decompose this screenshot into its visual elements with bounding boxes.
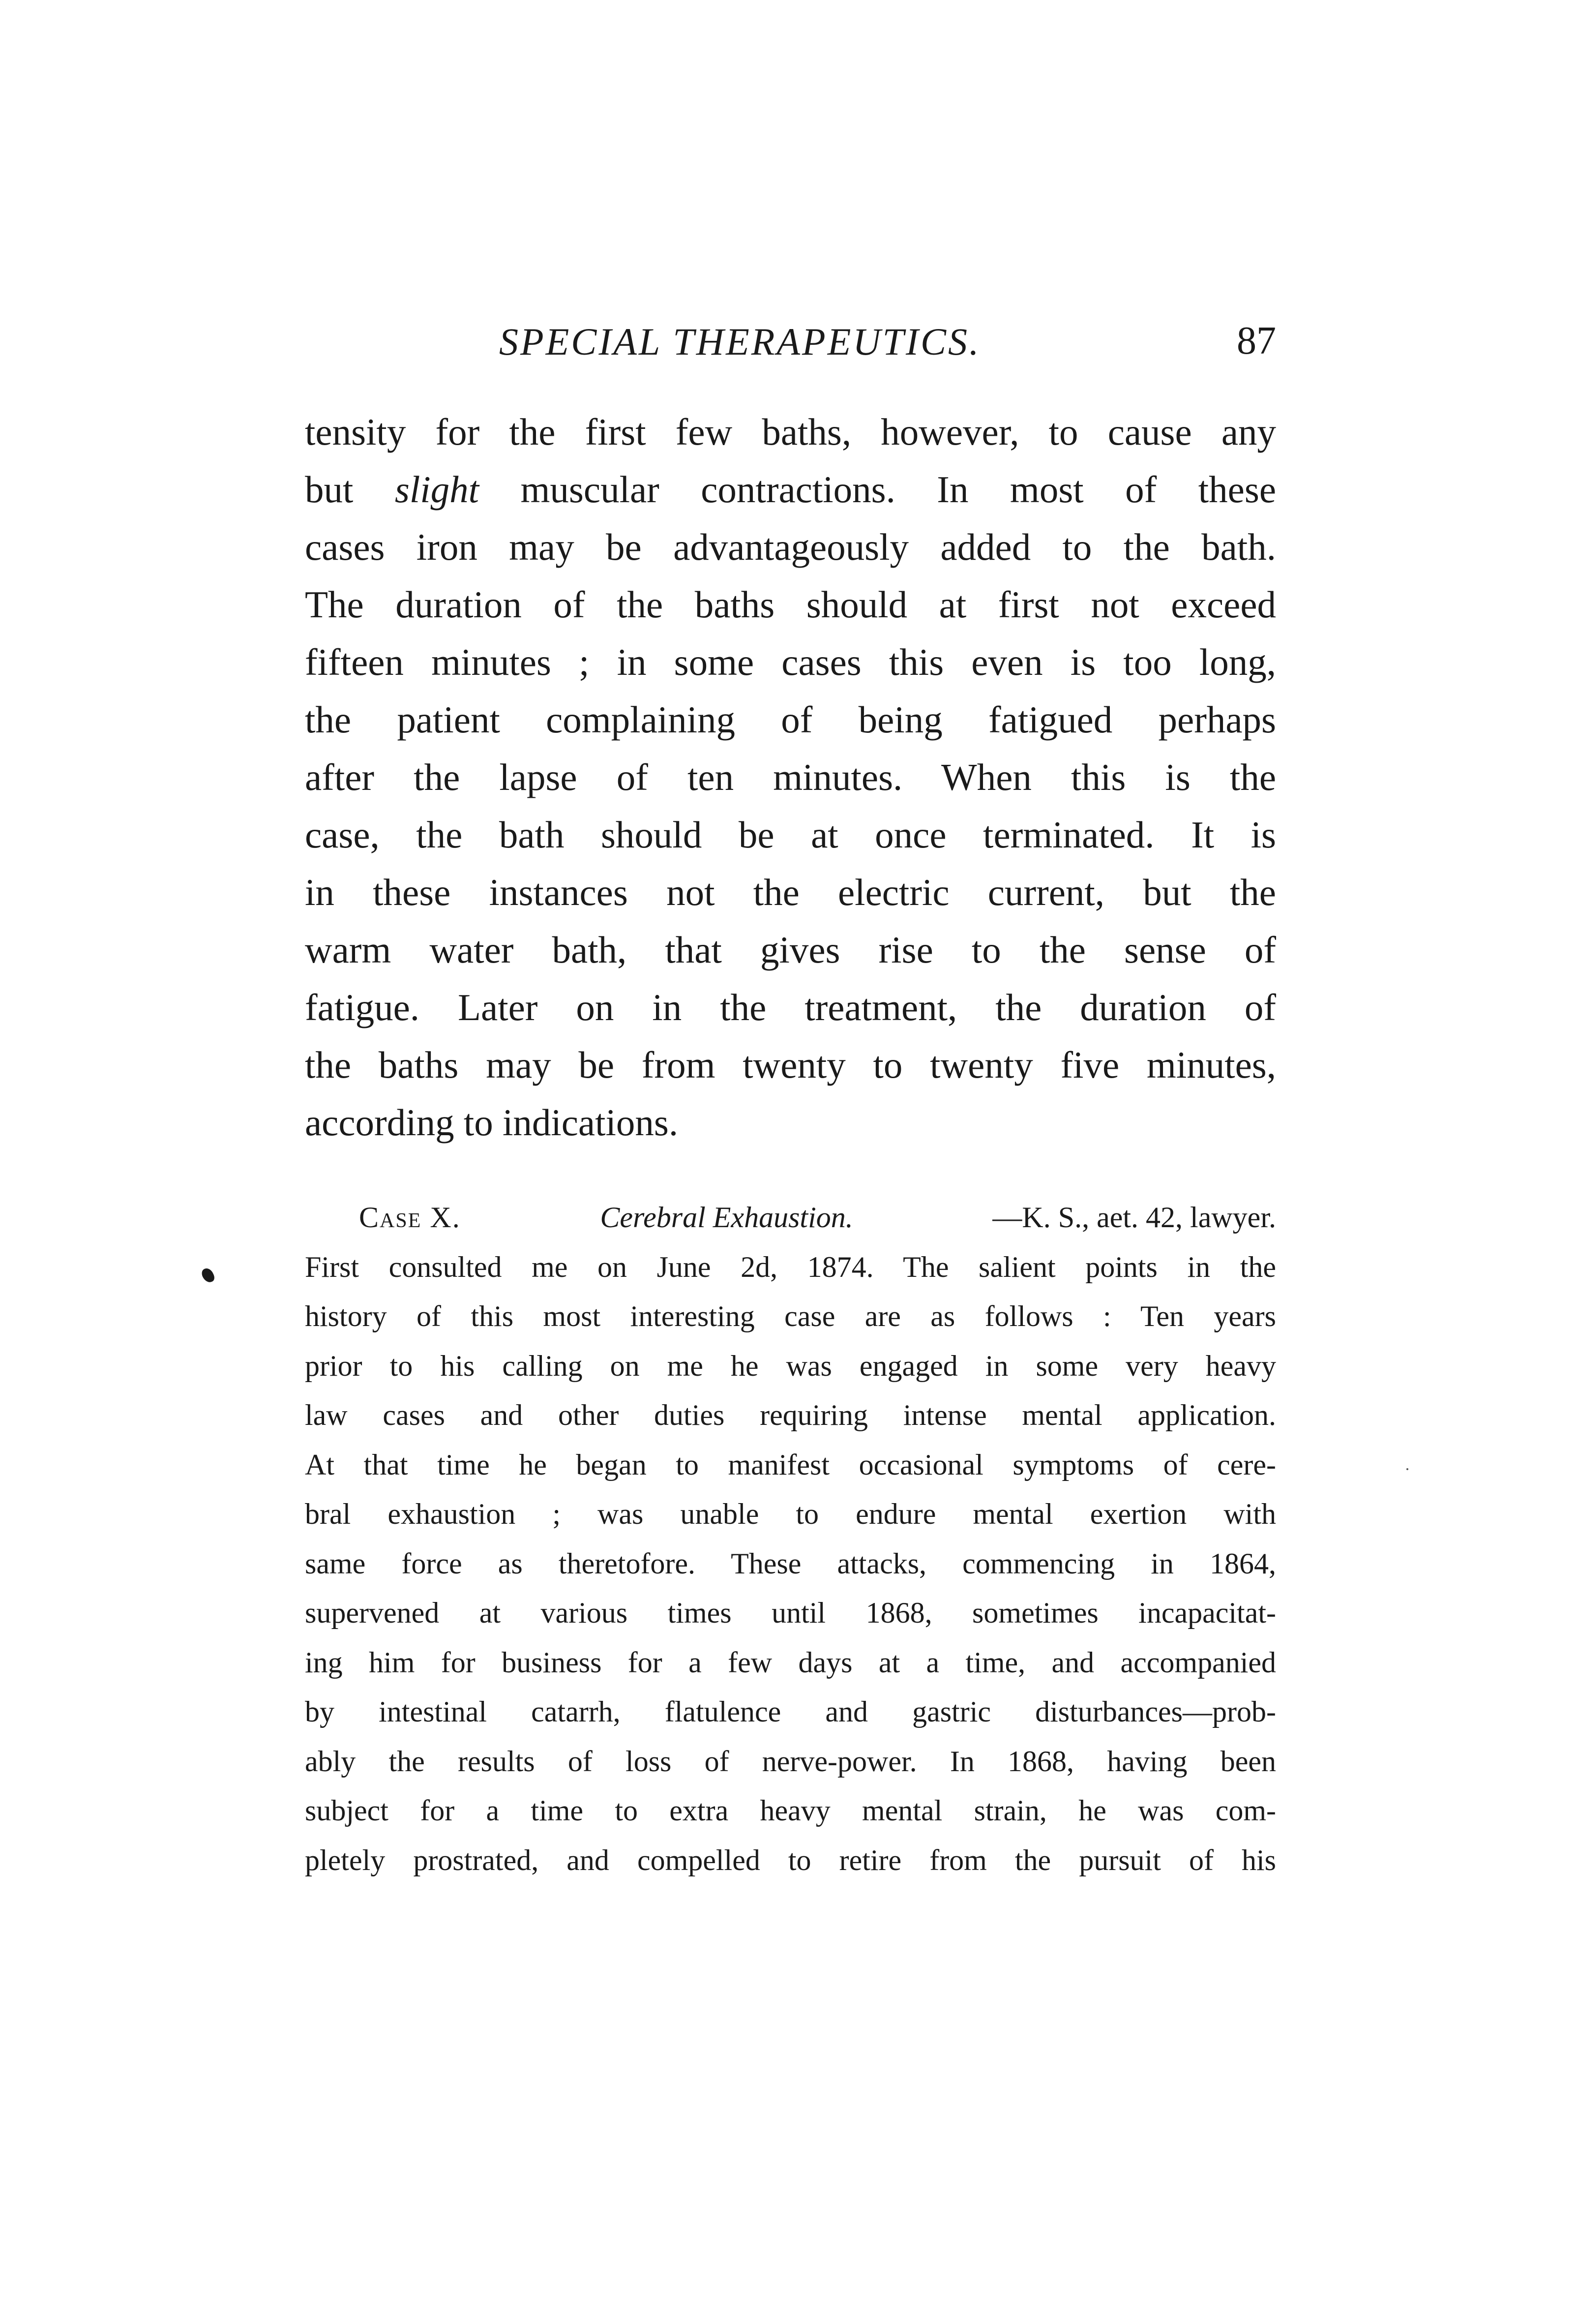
emphasis-word: slight: [394, 468, 479, 511]
case-line: law cases and other duties requiring intense mental application.: [305, 1399, 1276, 1431]
paragraph-line: tensity for the first few baths, however, to cause any: [305, 411, 1276, 453]
case-line: subject for a time to extra heavy mental strain, he was com-: [305, 1794, 1276, 1827]
paragraph-line: warm water bath, that gives rise to the sense of: [305, 929, 1276, 971]
case-heading-line: [305, 1193, 1276, 1242]
case-line: At that time he began to manifest occasional symptoms of cere-: [305, 1448, 1276, 1481]
case-patient: —K. S., aet. 42, lawyer.: [992, 1201, 1276, 1234]
case-title: Cerebral Exhaustion.: [600, 1201, 853, 1234]
case-label: Case X.: [359, 1201, 461, 1234]
case-line: history of this most interesting case are as follows : Ten years: [305, 1300, 1276, 1332]
case-report: [305, 1193, 1276, 1885]
paper-speck: [1406, 1468, 1408, 1470]
paragraph-line: in these instances not the electric current, but the: [305, 871, 1276, 913]
case-line: supervened at various times until 1868, sometimes incapacitat-: [305, 1597, 1276, 1629]
case-line: prior to his calling on me he was engaged in some very heavy: [305, 1349, 1276, 1382]
paragraph-line: the patient complaining of being fatigued perhaps: [305, 698, 1276, 741]
running-head: SPECIAL THERAPEUTICS.: [499, 320, 981, 363]
paragraph-line: after the lapse of ten minutes. When this is the: [305, 756, 1276, 798]
line-prefix: but: [305, 468, 354, 511]
paragraph-line: The duration of the baths should at first not exceed: [305, 583, 1276, 626]
paragraph-line: case, the bath should be at once terminated. It is: [305, 814, 1276, 856]
case-line: same force as theretofore. These attacks, commencing in 1864,: [305, 1547, 1276, 1580]
ink-blot-mark: [200, 1267, 216, 1284]
paragraph-line: fatigue. Later on in the treatment, the duration of: [305, 986, 1276, 1028]
case-line: ably the results of loss of nerve-power. In 1868, having been: [305, 1745, 1276, 1778]
line-rest: muscular contractions. In most of these: [520, 468, 1276, 511]
case-line: bral exhaustion ; was unable to endure mental exertion with: [305, 1498, 1276, 1530]
main-paragraph: [305, 403, 1276, 1151]
case-line: First consulted me on June 2d, 1874. The salient points in the: [305, 1250, 1276, 1283]
case-line: ing him for business for a few days at a time, and accompanied: [305, 1646, 1276, 1679]
paragraph-line: according to indications.: [305, 1101, 679, 1144]
paragraph-line: cases iron may be advantageously added to the bath.: [305, 526, 1276, 568]
case-line: by intestinal catarrh, flatulence and gastric disturbances—prob-: [305, 1695, 1276, 1728]
paragraph-line: fifteen minutes ; in some cases this even is too long,: [305, 641, 1276, 683]
page-header: [305, 315, 1276, 369]
case-line: pletely prostrated, and compelled to retire from the pursuit of his: [305, 1843, 1276, 1876]
paragraph-line: [305, 461, 1276, 518]
page-number: 87: [1237, 319, 1276, 362]
paragraph-line: the baths may be from twenty to twenty five minutes,: [305, 1044, 1276, 1086]
